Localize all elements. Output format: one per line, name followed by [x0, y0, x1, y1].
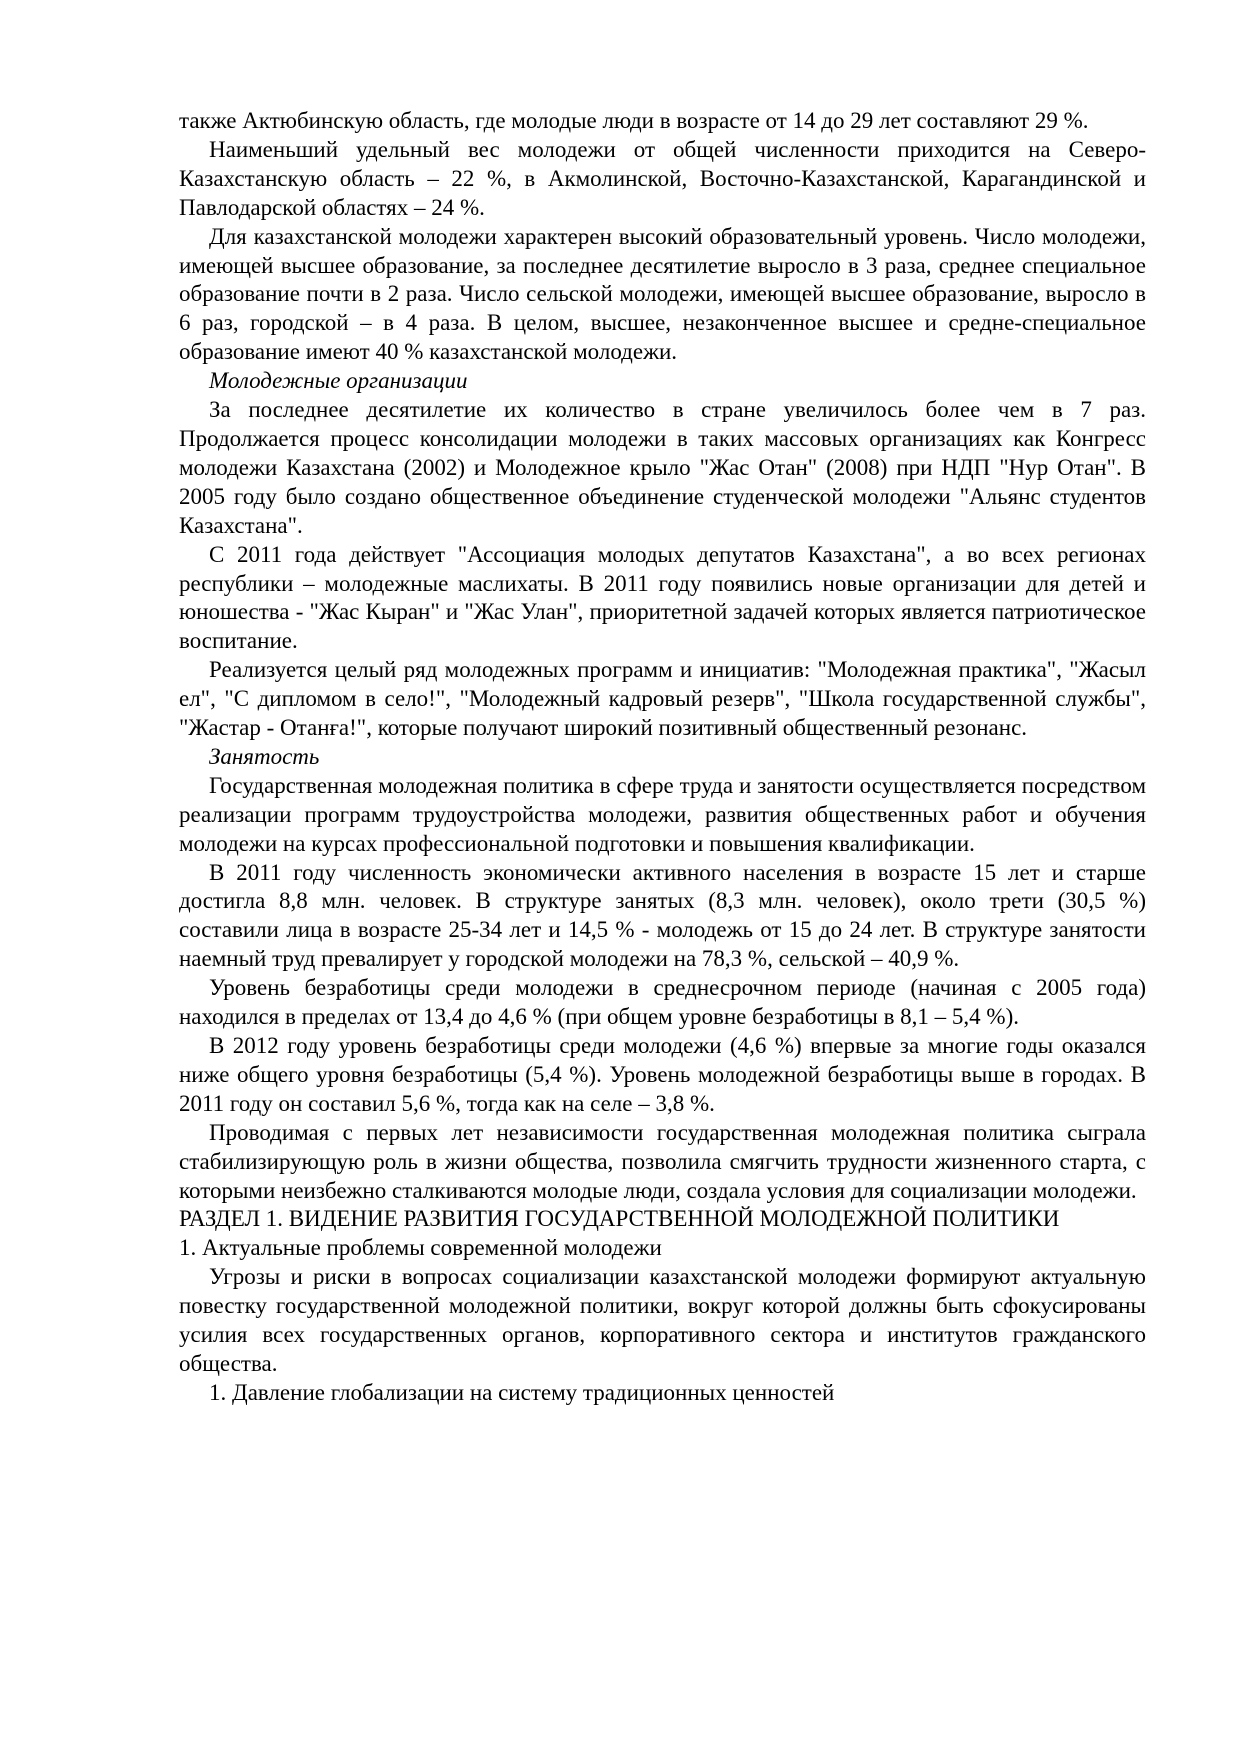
paragraph: В 2011 году численность экономически активного населения в возрасте 15 лет и старше достигла 8,8 млн. человек. В структуре занятых (8,3 млн. человек), около трети (30,5 %) составили лица в возрасте 25-34 лет и 14,5 % - молодежь от 15 до 24 лет. В структуре занятости наемный труд превалирует у городской молодежи на 78,3 %, сельской – 40,9 %. [179, 859, 1146, 972]
paragraph: 1. Давление глобализации на систему традиционных ценностей [209, 1379, 835, 1405]
section-heading: РАЗДЕЛ 1. ВИДЕНИЕ РАЗВИТИЯ ГОСУДАРСТВЕННОЙ МОЛОДЕЖНОЙ ПОЛИТИКИ [179, 1206, 1060, 1232]
paragraph: Угрозы и риски в вопросах социализации казахстанской молодежи формируют актуальную повестку государственной молодежной политики, вокруг которой должны быть сфокусированы усилия всех государственных органов, корпоративного сектора и институтов гражданского общества. [179, 1264, 1146, 1376]
paragraph: Реализуется целый ряд молодежных программ и инициатив: "Молодежная практика", "Жасыл ел", "С дипломом в село!", "Молодежный кадровый резерв", "Школа государственной службы", "Жастар - Отанға!", которые получают широкий позитивный общественный резонанс. [179, 657, 1146, 741]
paragraph: Для казахстанской молодежи характерен высокий образовательный уровень. Число молодежи, имеющей высшее образование, за последнее десятилетие выросло в 3 раза, среднее специальное образование почти в 2 раза. Число сельской молодежи, имеющей высшее образование, выросло в 6 раз, городской – в 4 раза. В целом, высшее, незаконченное высшее и средне-специальное образование имеют 40 % казахстанской молодежи. [179, 223, 1146, 365]
paragraph: В 2012 году уровень безработицы среди молодежи (4,6 %) впервые за многие годы оказался ниже общего уровня безработицы (5,4 %). Уровень молодежной безработицы выше в городах. В 2011 году он составил 5,6 %, тогда как на селе – 3,8 %. [179, 1033, 1146, 1116]
subheading-italic: Занятость [209, 743, 320, 769]
paragraph: Проводимая с первых лет независимости государственная молодежная политика сыграла стабилизирующую роль в жизни общества, позволила смягчить трудности жизненного старта, с которыми неизбежно сталкиваются молодые люди, создала условия для социализации молодежи. [179, 1119, 1146, 1203]
paragraph: Наименьший удельный вес молодежи от общей численности приходится на Северо-Казахстанскую область – 22 %, в Акмолинской, Восточно-Казахстанской, Карагандинской и Павлодарской областях – 24 %. [179, 136, 1146, 220]
paragraph: С 2011 года действует "Ассоциация молодых депутатов Казахстана", а во всех регионах республики – молодежные маслихаты. В 2011 году появились новые организации для детей и юношества - "Жас Кыран" и "Жас Улан", приоритетной задачей которых является патриотическое воспитание. [179, 541, 1146, 654]
paragraph: 1. Актуальные проблемы современной молодежи [179, 1235, 662, 1261]
paragraph: также Актюбинскую область, где молодые люди в возрасте от 14 до 29 лет составляют 29 %. [179, 108, 1089, 133]
paragraph: Государственная молодежная политика в сфере труда и занятости осуществляется посредством реализации программ трудоустройства молодежи, развития общественных работ и обучения молодежи на курсах профессиональной подготовки и повышения квалификации. [179, 772, 1146, 856]
document-body [179, 107, 1146, 1408]
paragraph: За последнее десятилетие их количество в стране увеличилось более чем в 7 раз. Продолжается процесс консолидации молодежи в таких массовых организациях как Конгресс молодежи Казахстана (2002) и Молодежное крыло "Жас Отан" (2008) при НДП "Нур Отан". В 2005 году было создано общественное объединение студенческой молодежи "Альянс студентов Казахстана". [179, 397, 1146, 538]
paragraph: Уровень безработицы среди молодежи в среднесрочном периоде (начиная с 2005 года) находился в пределах от 13,4 до 4,6 % (при общем уровне безработицы в 8,1 – 5,4 %). [179, 975, 1146, 1030]
subheading-italic: Молодежные организации [209, 368, 468, 394]
